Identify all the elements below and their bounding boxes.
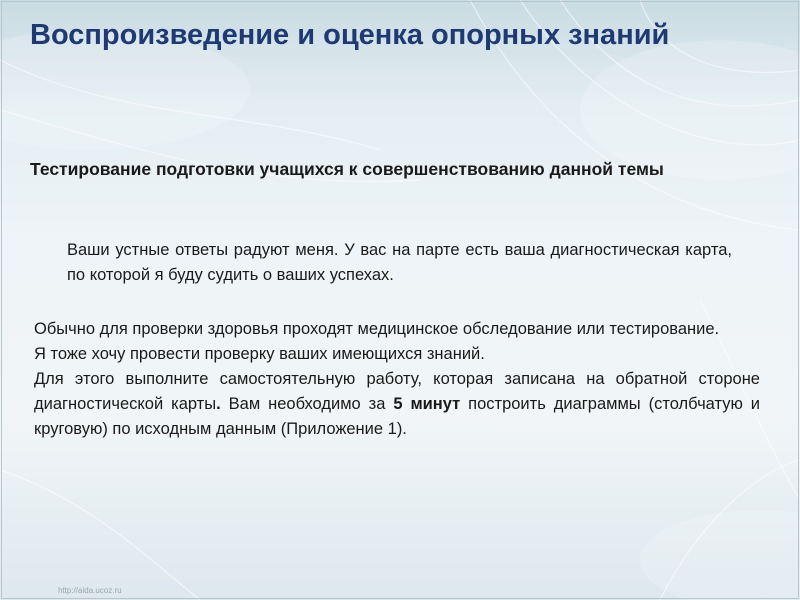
paragraph-knowledge-check: Я тоже хочу провести проверку ваших имеющихся знаний. [34, 345, 485, 363]
paragraph-task [34, 367, 760, 442]
slide-title: Воспроизведение и оценка опорных знаний [30, 19, 670, 51]
task-text-part1: Для этого выполните самостоятельную работу, которая записана на обратной стороне диагностической карты [34, 370, 760, 413]
task-period: . [216, 395, 221, 413]
task-text-part2: Вам необходимо за [220, 395, 394, 413]
intro-paragraph: Ваши устные ответы радуют меня. У вас на парте есть ваша диагностическая карта, по которой я буду судить о ваших успехах. [67, 241, 732, 284]
time-limit-emphasis: 5 минут [393, 395, 461, 413]
task-text-part3: построить диаграммы (столбчатую и круговую) по исходным данным (Приложение 1). [34, 395, 760, 438]
slide-frame [1, 1, 799, 599]
slide-subtitle: Тестирование подготовки учащихся к совершенствованию данной темы [30, 159, 664, 179]
body-text [34, 317, 760, 442]
paragraph-health-check: Обычно для проверки здоровья проходят медицинское обследование или тестирование. [34, 320, 720, 338]
footer-url: http://aida.ucoz.ru [58, 586, 122, 595]
